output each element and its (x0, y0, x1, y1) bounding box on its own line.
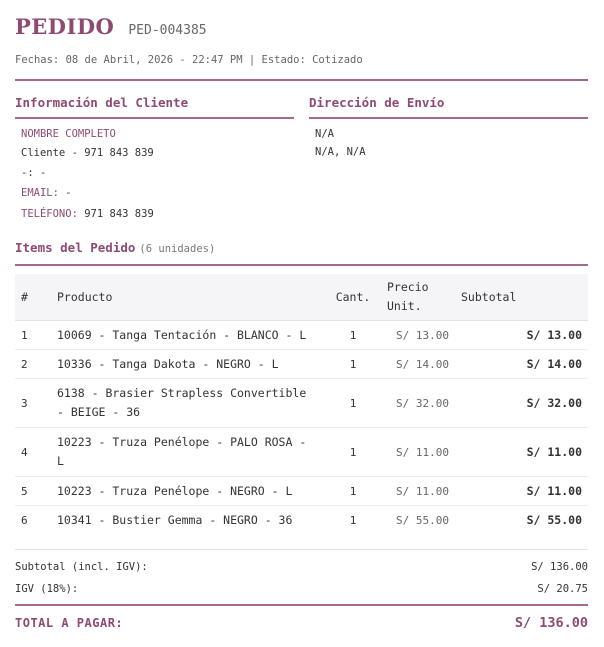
row-price: S/ 55.00 (396, 513, 449, 527)
total-divider (15, 604, 588, 606)
table-row (15, 321, 588, 350)
client-name-label: NOMBRE COMPLETO (21, 128, 116, 140)
client-name-value: Cliente - 971 843 839 (21, 147, 154, 159)
order-meta: Fechas: 08 de Abril, 2026 - 22:47 PM | Estado: Cotizado (15, 54, 363, 66)
table-header-row (15, 274, 588, 321)
items-count: (6 unidades) (139, 243, 216, 255)
email-label: EMAIL: (21, 187, 59, 199)
client-divider (15, 117, 294, 119)
page-title: PEDIDO (15, 14, 115, 39)
header-divider (15, 79, 588, 81)
row-price: S/ 11.00 (381, 477, 455, 506)
phone-label: TELÉFONO: (21, 208, 78, 220)
shipping-line-1: N/A (315, 128, 334, 140)
row-product: 10223 - Truza Penélope - NEGRO - L (51, 477, 325, 506)
col-num: # (15, 274, 51, 321)
row-num: 2 (15, 350, 51, 379)
client-doc-line: -: - (21, 167, 47, 179)
shipping-divider (309, 117, 588, 119)
row-product: 10341 - Bustier Gemma - NEGRO - 36 (57, 513, 293, 528)
row-product: 10069 - Tanga Tentación - BLANCO - L (51, 321, 325, 350)
row-product: 10336 - Tanga Dakota - NEGRO - L (51, 350, 325, 379)
row-qty: 1 (325, 350, 381, 379)
col-product: Producto (51, 274, 325, 321)
table-row (15, 379, 588, 428)
row-qty: 1 (325, 428, 381, 477)
items-divider (15, 264, 588, 266)
col-price: Precio Unit. (381, 274, 455, 321)
table-row (15, 506, 588, 535)
row-price: S/ 14.00 (381, 350, 455, 379)
row-subtotal: S/ 11.00 (455, 477, 588, 506)
email-value: - (65, 187, 72, 199)
row-price: S/ 32.00 (381, 379, 455, 428)
row-num: 1 (15, 321, 51, 350)
table-row (15, 350, 588, 379)
row-price: S/ 11.00 (381, 428, 455, 477)
subtotal-value: S/ 136.00 (531, 561, 588, 573)
items-section-title (15, 240, 215, 255)
phone-value: 971 843 839 (84, 208, 154, 220)
row-subtotal: S/ 11.00 (455, 428, 588, 477)
row-qty: 1 (325, 321, 381, 350)
row-price: S/ 13.00 (381, 321, 455, 350)
subtotal-label: Subtotal (incl. IGV): (15, 561, 148, 573)
table-row (15, 428, 588, 477)
row-product: 6138 - Brasier Strapless Convertible - BEIGE - 36 (51, 379, 325, 428)
row-qty: 1 (325, 379, 381, 428)
row-num: 4 (15, 428, 51, 477)
total-value: S/ 136.00 (514, 615, 588, 631)
client-phone (21, 208, 154, 220)
subtotal-row (15, 561, 588, 573)
shipping-line-2: N/A, N/A (315, 146, 366, 158)
row-product: 10223 - Truza Penélope - PALO ROSA - L (51, 428, 325, 477)
col-qty: Cant. (325, 274, 381, 321)
igv-label: IGV (18%): (15, 583, 79, 595)
row-num: 5 (15, 477, 51, 506)
total-label: TOTAL A PAGAR: (15, 616, 124, 630)
table-row (15, 477, 588, 506)
grand-total-row (15, 615, 588, 631)
col-subtotal: Subtotal (455, 274, 588, 321)
row-num: 6 (21, 513, 28, 527)
row-qty: 1 (349, 513, 357, 527)
items-title-text: Items del Pedido (15, 240, 136, 255)
row-subtotal: S/ 14.00 (455, 350, 588, 379)
row-subtotal: S/ 55.00 (526, 513, 582, 528)
igv-value: S/ 20.75 (537, 583, 588, 595)
row-num: 3 (15, 379, 51, 428)
row-subtotal: S/ 13.00 (455, 321, 588, 350)
shipping-section-title: Dirección de Envío (309, 95, 445, 110)
row-subtotal: S/ 32.00 (455, 379, 588, 428)
order-header (15, 14, 207, 39)
client-email (21, 187, 72, 199)
totals-separator (15, 549, 588, 550)
order-id: PED-004385 (128, 23, 207, 38)
client-section-title: Información del Cliente (15, 95, 189, 110)
items-table (15, 274, 588, 535)
row-qty: 1 (325, 477, 381, 506)
igv-row (15, 583, 588, 595)
